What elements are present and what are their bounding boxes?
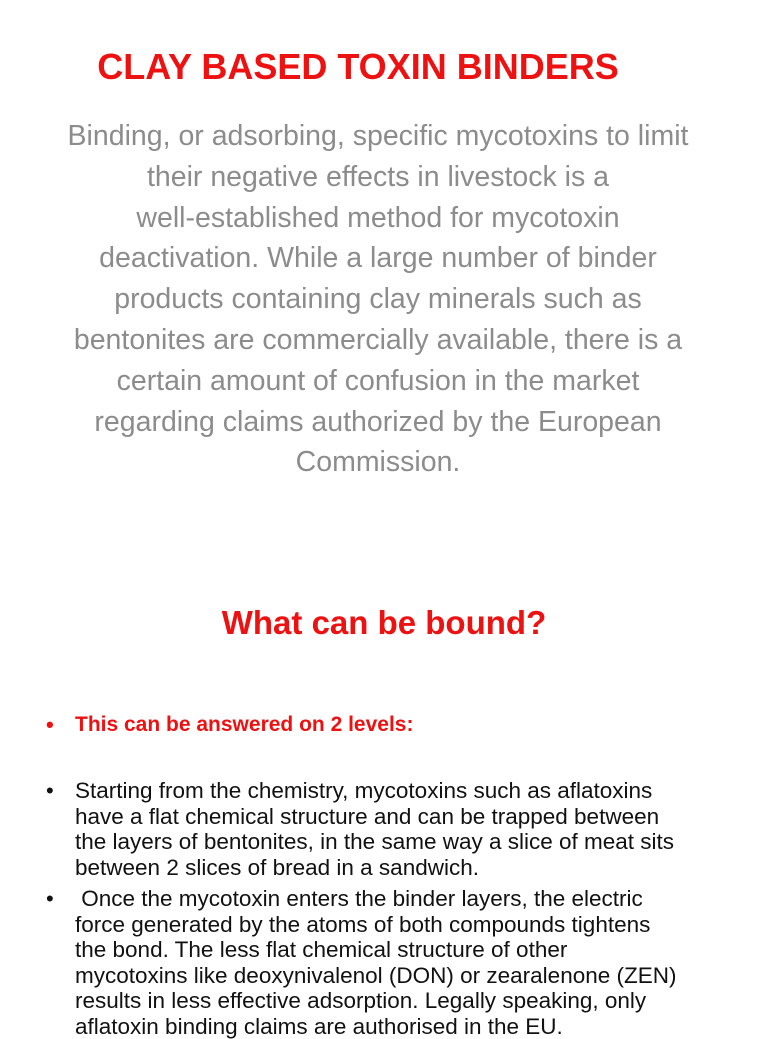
bullet-line: Starting from the chemistry, mycotoxins such as aflatoxins bbox=[75, 778, 748, 804]
bullet-line: aflatoxin binding claims are authorised in the EU. bbox=[75, 1014, 748, 1039]
intro-line: products containing clay minerals such as bbox=[20, 279, 736, 320]
intro-line: well-established method for mycotoxin bbox=[20, 198, 736, 239]
page-title: CLAY BASED TOXIN BINDERS bbox=[0, 44, 716, 90]
bullet-line: the layers of bentonites, in the same way a slice of meat sits bbox=[75, 829, 748, 855]
intro-line: certain amount of confusion in the market bbox=[20, 361, 736, 402]
bullet-line: results in less effective adsorption. Legally speaking, only bbox=[75, 988, 748, 1014]
bullet-dot-icon: • bbox=[46, 710, 54, 740]
bullet-line: mycotoxins like deoxynivalenol (DON) or zearalenone (ZEN) bbox=[75, 963, 748, 989]
intro-paragraph bbox=[20, 116, 736, 483]
bullet-list bbox=[0, 710, 768, 1039]
bullet-dot-icon: • bbox=[46, 778, 54, 804]
intro-line: deactivation. While a large number of binder bbox=[20, 238, 736, 279]
section-heading: What can be bound? bbox=[0, 600, 768, 646]
bullet-item-levels bbox=[0, 710, 768, 740]
intro-line: their negative effects in livestock is a bbox=[20, 157, 736, 198]
bullet-line: have a flat chemical structure and can be trapped between bbox=[75, 804, 748, 830]
bullet-item-chemistry bbox=[0, 778, 768, 880]
bullet-line: Once the mycotoxin enters the binder layers, the electric bbox=[75, 886, 748, 912]
bullet-line: force generated by the atoms of both compounds tightens bbox=[75, 912, 748, 938]
bullet-item-binder bbox=[0, 886, 768, 1039]
bullet-line: the bond. The less flat chemical structure of other bbox=[75, 937, 748, 963]
intro-line: regarding claims authorized by the European bbox=[20, 402, 736, 443]
bullet-dot-icon: • bbox=[46, 886, 54, 912]
intro-line: bentonites are commercially available, there is a bbox=[20, 320, 736, 361]
bullet-text: This can be answered on 2 levels: bbox=[75, 713, 413, 736]
intro-line: Binding, or adsorbing, specific mycotoxins to limit bbox=[20, 116, 736, 157]
intro-line: Commission. bbox=[20, 442, 736, 483]
bullet-line: between 2 slices of bread in a sandwich. bbox=[75, 855, 748, 881]
